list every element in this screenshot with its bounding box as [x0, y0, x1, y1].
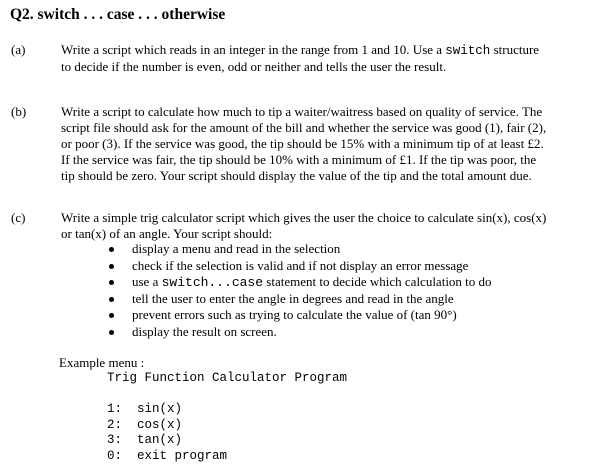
- part-b-line: If the service was fair, the tip should be 10% with a minimum of £1. If the tip was poor, the: [61, 152, 537, 167]
- part-b-line: tip should be zero. Your script should display the value of the tip and the total amount due.: [61, 168, 532, 183]
- list-item: check if the selection is valid and if not display an error message: [104, 258, 492, 275]
- part-c-label: (c): [11, 210, 26, 225]
- example-menu: [107, 402, 227, 464]
- part-b-line: or poor (3). If the service was good, the tip should be 15% with a minimum tip of at least £2.: [61, 136, 544, 151]
- part-c-line: or tan(x) of an angle. Your script should:: [61, 226, 273, 241]
- menu-item: [107, 449, 227, 465]
- menu-item-text: tan(x): [137, 433, 183, 447]
- menu-item: [107, 433, 227, 449]
- list-item: display the result on screen.: [104, 324, 492, 341]
- switch-case-code: switch...case: [161, 275, 264, 290]
- question-title: Q2. switch . . . case . . . otherwise: [10, 6, 226, 23]
- part-c-line: Write a simple trig calculator script which gives the user the choice to calculate sin(x), cos(x): [61, 210, 547, 225]
- part-b-label: (b): [11, 104, 27, 119]
- menu-title: Trig Function Calculator Program: [107, 371, 348, 385]
- menu-item-number: 3:: [107, 433, 123, 447]
- menu-item-number: 1:: [107, 402, 123, 416]
- menu-item-text: cos(x): [137, 417, 183, 432]
- requirements-list: [104, 241, 492, 340]
- list-item: use a switch...case statement to decide which calculation to do: [104, 274, 492, 291]
- list-item: display a menu and read in the selection: [104, 241, 492, 258]
- list-item: tell the user to enter the angle in degrees and read in the angle: [104, 291, 492, 308]
- part-b-line: script file should ask for the amount of the bill and whether the service was good (1), fair (2),: [61, 120, 547, 135]
- part-a-line-2: to decide if the number is even, odd or neither and tells the user the result.: [61, 59, 447, 74]
- part-a-label: (a): [11, 42, 26, 57]
- menu-item-text: sin(x): [137, 402, 183, 416]
- part-a-text: [61, 42, 561, 75]
- list-item: prevent errors such as trying to calculate the value of (tan 90°): [104, 307, 492, 324]
- menu-item-number: 2:: [107, 417, 123, 432]
- part-b-text: [61, 104, 561, 184]
- menu-item: [107, 402, 227, 418]
- menu-item-number: 0:: [107, 448, 123, 463]
- part-c-text: [61, 210, 561, 242]
- menu-item: [107, 418, 227, 434]
- part-a-line-1: Write a script which reads in an integer in the range from 1 and 10. Use a switch structure: [61, 42, 540, 58]
- menu-item-text: exit program: [137, 448, 228, 463]
- part-b-line: Write a script to calculate how much to tip a waiter/waitress based on quality of service. The: [61, 104, 543, 119]
- switch-code: switch: [445, 44, 491, 58]
- example-menu-label: Example menu :: [59, 355, 145, 370]
